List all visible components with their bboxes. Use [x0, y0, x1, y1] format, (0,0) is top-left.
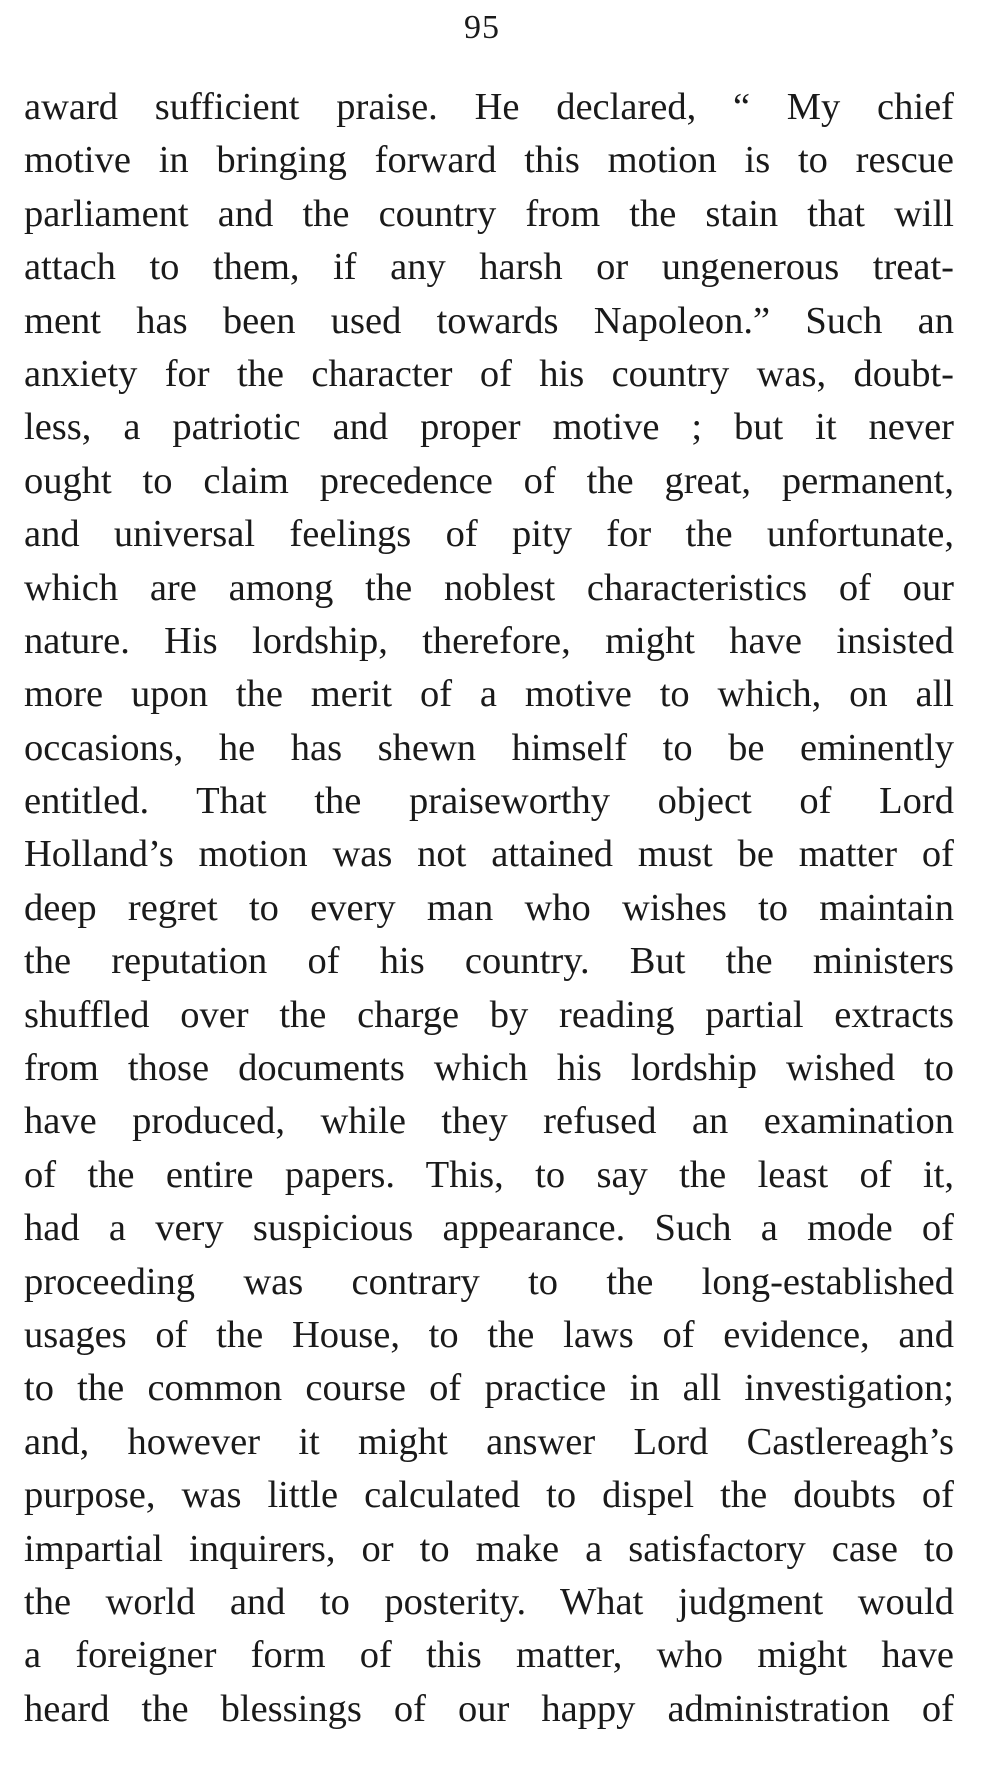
- text-line: the reputation of his country. But the ministers: [24, 940, 954, 983]
- text-line: nature. His lordship, therefore, might have insisted: [24, 619, 954, 662]
- text-line: heard the blessings of our happy administration of: [24, 1687, 954, 1730]
- text-line: have produced, while they refused an examination: [24, 1100, 954, 1143]
- text-line: and universal feelings of pity for the unfortunate,: [24, 513, 954, 556]
- text-line: anxiety for the character of his country was, doubt-: [24, 352, 954, 395]
- text-line: impartial inquirers, or to make a satisfactory case to: [24, 1527, 954, 1570]
- text-line: which are among the noblest characteristics of our: [24, 566, 954, 609]
- text-line: proceeding was contrary to the long-established: [24, 1260, 954, 1303]
- text-line: from those documents which his lordship wished to: [24, 1047, 954, 1090]
- text-line: to the common course of practice in all investigation;: [24, 1367, 954, 1410]
- text-line: had a very suspicious appearance. Such a mode of: [24, 1207, 954, 1250]
- text-line: a foreigner form of this matter, who might have: [24, 1634, 954, 1677]
- text-line: shuffled over the charge by reading partial extracts: [24, 993, 954, 1036]
- text-line: award sufficient praise. He declared, “ My chief: [24, 86, 954, 128]
- text-line: occasions, he has shewn himself to be eminently: [24, 726, 954, 769]
- text-line: entitled. That the praiseworthy object of Lord: [24, 780, 954, 823]
- text-line: more upon the merit of a motive to which, on all: [24, 673, 954, 716]
- text-line: ought to claim precedence of the great, permanent,: [24, 459, 954, 502]
- text-line: the world and to posterity. What judgment would: [24, 1580, 954, 1623]
- text-line: motive in bringing forward this motion is to rescue: [24, 139, 954, 182]
- text-line: and, however it might answer Lord Castlereagh’s: [24, 1420, 954, 1463]
- text-line: usages of the House, to the laws of evidence, and: [24, 1313, 954, 1356]
- text-line: ment has been used towards Napoleon.” Such an: [24, 299, 954, 342]
- text-line: attach to them, if any harsh or ungenerous treat-: [24, 246, 954, 289]
- text-line: less, a patriotic and proper motive ; but it never: [24, 406, 954, 449]
- text-line: parliament and the country from the stain that will: [24, 192, 954, 235]
- text-line: purpose, was little calculated to dispel the doubts of: [24, 1474, 954, 1517]
- page-number: 95: [464, 9, 500, 46]
- text-line: deep regret to every man who wishes to maintain: [24, 886, 954, 929]
- text-line: Holland’s motion was not attained must be matter of: [24, 833, 954, 876]
- body-text: [24, 81, 954, 1736]
- text-line: of the entire papers. This, to say the least of it,: [24, 1153, 954, 1196]
